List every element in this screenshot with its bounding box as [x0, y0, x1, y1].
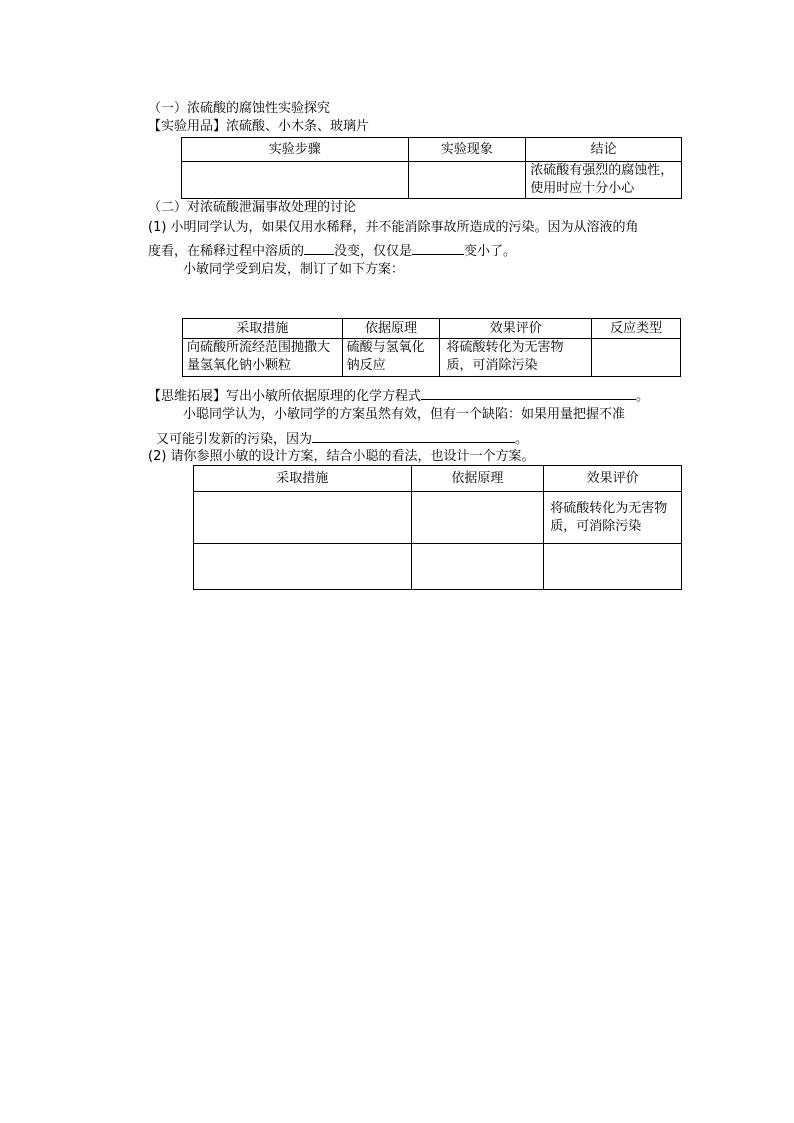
table-cell[interactable] — [592, 339, 681, 377]
fill-blank[interactable] — [304, 240, 334, 255]
section2-title: （二）对浓硫酸泄漏事故处理的讨论 — [148, 200, 357, 215]
materials-line: 【实验用品】浓硫酸、小木条、玻璃片 — [148, 119, 370, 134]
table-cell: 将硫酸转化为无害物质，可消除污染 — [440, 339, 592, 377]
question-2: (2) 请你参照小敏的设计方案，结合小聪的看法，也设计一个方案。 — [148, 449, 535, 464]
experiment-table — [181, 137, 682, 199]
table-cell[interactable] — [408, 162, 526, 199]
section1-title: （一）浓硫酸的腐蚀性实验探究 — [148, 101, 331, 116]
table-cell[interactable] — [411, 544, 544, 590]
text-fragment: 又可能引发新的污染，因为 — [156, 432, 313, 447]
paragraph-line — [148, 240, 516, 261]
table-cell: 向硫酸所流经范围抛撒大量氢氧化钠小颗粒 — [183, 339, 343, 377]
text-fragment: 【思维拓展】写出小敏所依据原理的化学方程式 — [148, 389, 422, 404]
table-header: 实验步骤 — [182, 138, 409, 162]
table-header: 采取措施 — [183, 319, 343, 339]
table-header: 反应类型 — [592, 319, 681, 339]
table-header: 效果评价 — [440, 319, 592, 339]
paragraph-line: (1) 小明同学认为，如果仅用水稀释，并不能消除事故所造成的污染。因为从溶液的角 — [148, 220, 639, 235]
paragraph-line: 小敏同学受到启发，制订了如下方案： — [183, 262, 405, 277]
table-cell[interactable] — [194, 544, 412, 590]
table-cell: 硫酸与氢氧化钠反应 — [342, 339, 440, 377]
table-header: 效果评价 — [544, 466, 682, 492]
table-cell[interactable] — [411, 492, 544, 544]
fill-blank[interactable] — [412, 240, 464, 255]
table-cell[interactable] — [194, 492, 412, 544]
table-cell: 浓硫酸有强烈的腐蚀性，使用时应十分小心 — [526, 162, 682, 199]
table-header: 采取措施 — [194, 466, 412, 492]
paragraph-line: 小聪同学认为，小敏同学的方案虽然有效，但有一个缺陷：如果用量把握不准 — [183, 407, 626, 422]
paragraph-line — [156, 428, 528, 449]
table-header: 依据原理 — [411, 466, 544, 492]
table-cell[interactable] — [544, 544, 682, 590]
text-fragment: 变小了。 — [464, 244, 517, 259]
expand-line — [148, 385, 649, 406]
table-cell[interactable] — [182, 162, 409, 199]
table-cell: 将硫酸转化为无害物质，可消除污染 — [544, 492, 682, 544]
reason-blank[interactable] — [312, 428, 515, 443]
design-table — [193, 465, 682, 590]
table-header: 结论 — [526, 138, 682, 162]
text-fragment: 。 — [636, 389, 650, 404]
plan-table — [182, 318, 681, 377]
text-fragment: 没变，仅仅是 — [334, 244, 413, 259]
equation-blank[interactable] — [421, 385, 636, 400]
text-fragment: 度看，在稀释过程中溶质的 — [148, 244, 305, 259]
table-header: 依据原理 — [342, 319, 440, 339]
table-header: 实验现象 — [408, 138, 526, 162]
text-fragment: 。 — [515, 432, 529, 447]
